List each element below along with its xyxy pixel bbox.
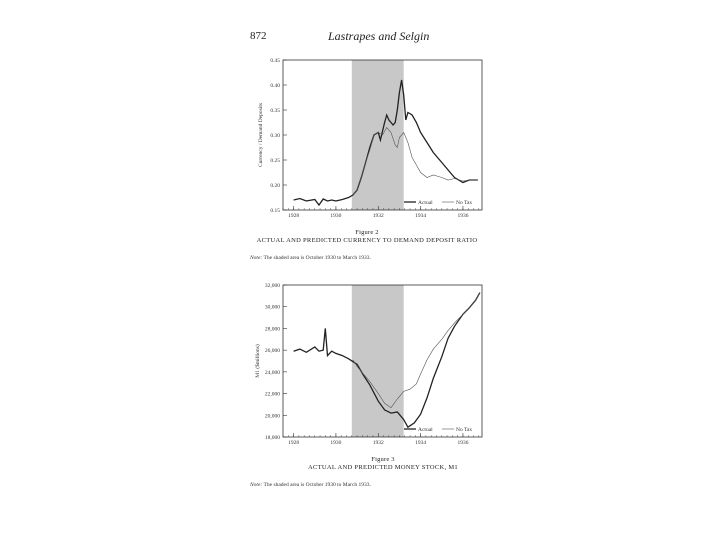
y-tick-label: 0.25 [270,158,280,164]
y-axis-label: M1 ($millions) [255,344,261,378]
x-tick-label: 1934 [415,213,427,219]
y-tick-label: 0.40 [270,83,280,89]
legend-label: Actual [418,200,433,206]
figure2-caption: ACTUAL AND PREDICTED CURRENCY TO DEMAND DEPOSIT RATIO [256,237,478,244]
shaded-region [352,60,404,210]
x-tick-label: 1932 [372,440,384,446]
figure2-note [250,255,371,261]
y-tick-label: 28,000 [264,326,280,333]
running-title: Lastrapes and Selgin [328,29,430,43]
y-tick-label: 0.35 [270,108,280,114]
page-number: 872 [250,30,267,42]
y-tick-label: 22,000 [264,391,280,398]
legend-label: Actual [418,427,433,433]
chart-2 [254,283,482,446]
y-tick-label: 26,000 [264,348,280,355]
figure3-note-text: The shaded area is October 1930 to March 1933. [263,482,371,488]
figure3-note-prefix: Note: [250,482,263,488]
legend-label: No Tax [456,200,473,206]
x-tick-label: 1930 [330,213,342,219]
y-tick-label: 0.20 [270,183,280,189]
figure3-label: Figure 3 [371,456,395,463]
x-tick-label: 1930 [330,440,342,446]
figure2-label: Figure 2 [355,229,379,236]
x-tick-label: 1936 [457,440,469,446]
y-tick-label: 0.15 [270,208,280,214]
chart-1 [258,58,482,219]
legend-label: No Tax [456,427,473,433]
y-tick-label: 24,000 [264,369,280,376]
y-tick-label: 32,000 [264,283,280,289]
x-tick-label: 1936 [457,213,469,219]
x-tick-label: 1934 [415,440,427,446]
y-tick-label: 0.45 [270,58,280,64]
shaded-region [352,285,404,437]
y-tick-label: 0.30 [270,133,280,139]
y-tick-label: 20,000 [264,413,280,420]
figure2-note-text: The shaded area is October 1930 to March 1933. [263,255,371,261]
x-tick-label: 1932 [372,213,384,219]
y-tick-label: 30,000 [264,304,280,311]
y-axis-label: Currency / Demand Deposits [258,103,264,167]
x-tick-label: 1928 [288,440,300,446]
figure2-note-prefix: Note: [250,255,263,261]
x-tick-label: 1928 [288,213,300,219]
figure3-caption: ACTUAL AND PREDICTED MONEY STOCK, M1 [308,464,458,471]
y-tick-label: 18,000 [264,435,280,441]
figure3-note [250,482,371,488]
